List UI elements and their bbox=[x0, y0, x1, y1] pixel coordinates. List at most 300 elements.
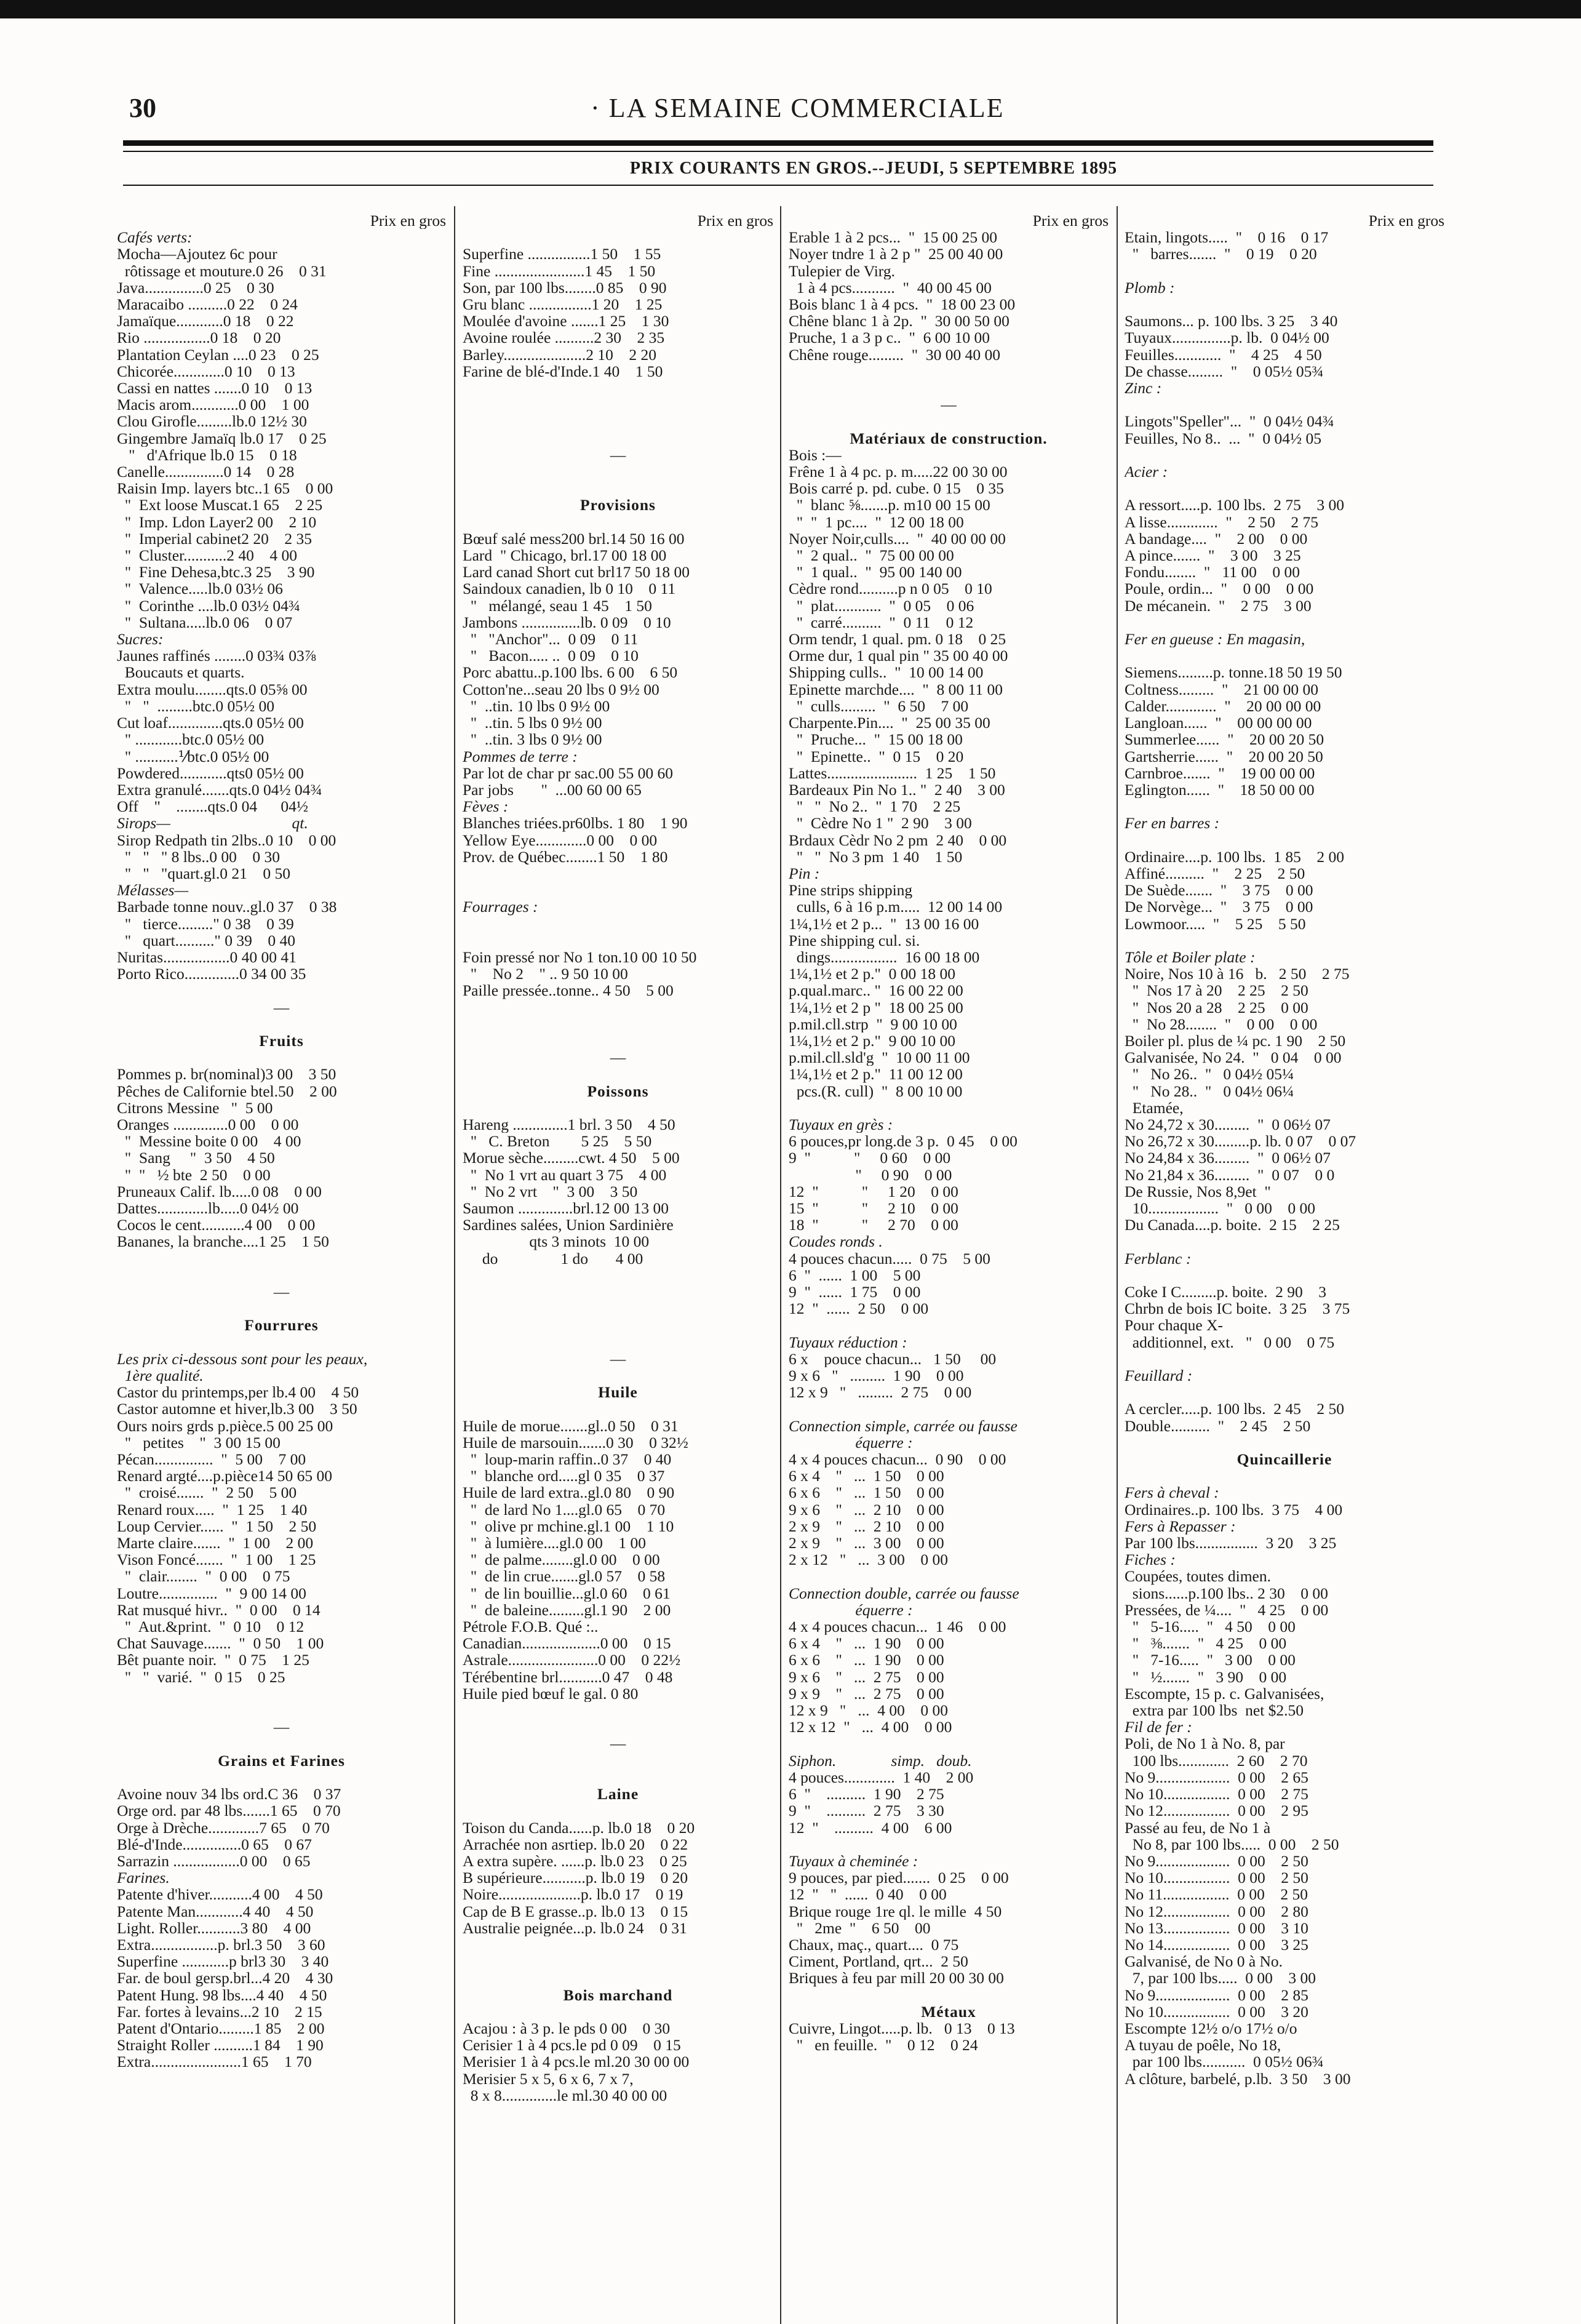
price-line: Pressées, de ¼.... " 4 25 0 00 bbox=[1125, 1601, 1329, 1619]
price-line: Connection simple, carrée ou fausse bbox=[789, 1417, 1017, 1434]
price-line: A tuyau de poêle, No 18, bbox=[1125, 2037, 1281, 2054]
price-line bbox=[117, 1769, 446, 1786]
price-line bbox=[463, 1032, 773, 1049]
price-line: 4 pouces chacun..... 0 75 5 00 bbox=[789, 1250, 990, 1267]
price-line: No 8, par 100 lbs..... 0 00 2 50 bbox=[1125, 1835, 1339, 1853]
price-line: No 10................. 0 00 3 20 bbox=[1125, 2003, 1308, 2020]
price-line: Rio .................0 18 0 20 bbox=[117, 329, 281, 346]
price-line: Langloan...... " 00 00 00 00 bbox=[1125, 714, 1312, 732]
price-line: Cafés verts: bbox=[117, 229, 193, 246]
price-line: " 7-16..... " 3 00 0 00 bbox=[1125, 1651, 1296, 1669]
price-line bbox=[463, 999, 773, 1016]
section-heading: Grains et Farines bbox=[218, 1752, 345, 1769]
price-line: " ..tin. 5 lbs 0 9½ 00 bbox=[463, 714, 602, 732]
price-line: équerre : bbox=[789, 1434, 913, 1452]
price-line: No 10................. 0 00 2 75 bbox=[1125, 1786, 1308, 1803]
price-line: Paille pressée..tonne.. 4 50 5 00 bbox=[463, 982, 674, 999]
price-column-1 bbox=[117, 212, 446, 2070]
price-line: Ordinaires..p. 100 lbs. 3 75 4 00 bbox=[1125, 1501, 1343, 1518]
price-line: No 24,72 x 30......... " 0 06½ 07 bbox=[1125, 1116, 1331, 1133]
price-line bbox=[1125, 1384, 1444, 1400]
price-line: Porc abattu..p.100 lbs. 6 00 6 50 bbox=[463, 664, 678, 681]
price-line: No 14................. 0 00 3 25 bbox=[1125, 1936, 1308, 1954]
price-line: Pétrole F.O.B. Qué :.. bbox=[463, 1618, 599, 1635]
price-line: p.qual.marc.. " 16 00 22 00 bbox=[789, 982, 963, 999]
price-line: Fil de fer : bbox=[1125, 1719, 1192, 1736]
section-heading: Métaux bbox=[921, 2003, 976, 2020]
price-line bbox=[1125, 932, 1444, 949]
price-line: Castor automne et hiver,lb.3 00 3 50 bbox=[117, 1400, 357, 1418]
price-line: 15 " " 2 10 0 00 bbox=[789, 1199, 958, 1217]
price-line: " clair........ " 0 00 0 75 bbox=[117, 1568, 290, 1585]
price-line: " Cluster...........2 40 4 00 bbox=[117, 547, 298, 564]
header-rule-thin bbox=[123, 151, 1433, 152]
column-divider bbox=[454, 206, 455, 2324]
price-line: Farine de blé-d'Inde.1 40 1 50 bbox=[463, 362, 663, 380]
price-line: Huile de lard extra..gl.0 80 0 90 bbox=[463, 1484, 675, 1501]
price-line: Gru blanc ................1 20 1 25 bbox=[463, 296, 663, 313]
price-line: — bbox=[610, 1350, 626, 1368]
price-line bbox=[463, 1066, 773, 1082]
price-line: Raisin Imp. layers btc..1 65 0 00 bbox=[117, 480, 333, 497]
price-line: Sirop Redpath tin 2lbs..0 10 0 00 bbox=[117, 831, 337, 849]
price-line: Les prix ci-dessous sont pour les peaux, bbox=[117, 1350, 368, 1368]
price-line bbox=[1125, 1233, 1444, 1250]
price-line bbox=[1125, 263, 1444, 279]
price-line: Clou Girofle.........lb.0 12½ 30 bbox=[117, 413, 307, 430]
price-line bbox=[1125, 296, 1444, 313]
price-line: Light. Roller...........3 80 4 00 bbox=[117, 1919, 311, 1936]
price-line: 4 x 4 pouces chacun... 1 46 0 00 bbox=[789, 1618, 1006, 1635]
price-line: Orge à Drèche.............7 65 0 70 bbox=[117, 1819, 330, 1836]
price-line: " de palme........gl.0 00 0 00 bbox=[463, 1551, 660, 1568]
price-line: Nuritas.................0 40 00 41 bbox=[117, 948, 297, 966]
price-line: Tuyaux...............p. lb. 0 04½ 00 bbox=[1125, 329, 1329, 346]
price-line: 6 " .......... 1 90 2 75 bbox=[789, 1786, 944, 1803]
price-line: " 1 qual.. " 95 00 140 00 bbox=[789, 564, 962, 581]
price-line: Renard roux..... " 1 25 1 40 bbox=[117, 1501, 308, 1518]
price-line: Tuyaux réduction : bbox=[789, 1333, 907, 1351]
price-line: Mocha—Ajoutez 6c pour bbox=[117, 246, 277, 263]
price-line: Tuyaux à cheminée : bbox=[789, 1852, 918, 1870]
price-line bbox=[463, 463, 773, 480]
price-line: Prix en gros bbox=[1032, 212, 1109, 230]
price-line: " Corinthe ....lb.0 03½ 04¾ bbox=[117, 597, 300, 614]
price-line bbox=[463, 1719, 773, 1735]
price-line: Fondu........ " 11 00 0 00 bbox=[1125, 564, 1300, 581]
price-line bbox=[1125, 798, 1444, 815]
price-line: " ...........⅟btc.0 05½ 00 bbox=[117, 748, 269, 765]
price-line: Dattes.............lb.....0 04½ 00 bbox=[117, 1199, 299, 1217]
price-line: Feuilles............ " 4 25 4 50 bbox=[1125, 346, 1322, 363]
price-line: Frêne 1 à 4 pc. p. m.....22 00 30 00 bbox=[789, 463, 1008, 481]
price-line: Avoine roulée ..........2 30 2 35 bbox=[463, 329, 665, 346]
price-line bbox=[117, 982, 446, 999]
price-line: Feuillard : bbox=[1125, 1367, 1193, 1384]
price-line: Bardeaux Pin No 1.. " 2 40 3 00 bbox=[789, 781, 1005, 799]
price-line: Loup Cervier...... " 1 50 2 50 bbox=[117, 1517, 317, 1535]
price-line: Pommes de terre : bbox=[463, 748, 578, 765]
price-line: Yellow Eye.............0 00 0 00 bbox=[463, 831, 658, 849]
price-line: Maracaibo ..........0 22 0 24 bbox=[117, 296, 298, 313]
price-line: Bêt puante noir. " 0 75 1 25 bbox=[117, 1651, 309, 1669]
price-line: Pour chaque X- bbox=[1125, 1317, 1224, 1334]
price-line bbox=[463, 932, 773, 949]
price-line: Moulée d'avoine .......1 25 1 30 bbox=[463, 313, 669, 330]
price-line bbox=[1125, 1434, 1444, 1451]
price-line: Noyer Noir,culls.... " 40 00 00 00 bbox=[789, 530, 1006, 548]
section-heading: Quincaillerie bbox=[1237, 1451, 1332, 1468]
price-line: " Aut.&print. " 0 10 0 12 bbox=[117, 1618, 305, 1635]
price-line: De Suède....... " 3 75 0 00 bbox=[1125, 882, 1313, 899]
price-line: A ressort.....p. 100 lbs. 2 75 3 00 bbox=[1125, 497, 1344, 514]
price-line: Acier : bbox=[1125, 463, 1168, 481]
price-line: Arrachée non asrtiep. lb.0 20 0 22 bbox=[463, 1835, 688, 1853]
price-line bbox=[463, 1100, 773, 1116]
price-line: 18 " " 2 70 0 00 bbox=[789, 1216, 958, 1234]
price-line: 1¼,1½ et 2 p... " 13 00 16 00 bbox=[789, 915, 979, 932]
price-line: 4 x 4 pouces chacun... 0 90 0 00 bbox=[789, 1451, 1006, 1468]
price-line: " "Anchor"... 0 09 0 11 bbox=[463, 631, 639, 648]
price-line: Cèdre rond..........p n 0 05 0 10 bbox=[789, 580, 992, 597]
price-line: Oranges ..............0 00 0 00 bbox=[117, 1116, 299, 1133]
price-line bbox=[463, 865, 773, 882]
price-line: Par lot de char pr sac.00 55 00 60 bbox=[463, 764, 674, 781]
price-line: Canadian....................0 00 0 15 bbox=[463, 1635, 671, 1652]
price-line: " " varié. " 0 15 0 25 bbox=[117, 1668, 285, 1685]
price-line: " ..tin. 3 lbs 0 9½ 00 bbox=[463, 731, 602, 748]
price-line: Zinc : bbox=[1125, 380, 1162, 397]
price-line: De Russie, Nos 8,9et " bbox=[1125, 1183, 1271, 1200]
section-heading: Bois marchand bbox=[563, 1986, 673, 2003]
price-line: dings................. 16 00 18 00 bbox=[789, 948, 980, 966]
price-line: sions......p.100 lbs.. 2 30 0 00 bbox=[1125, 1584, 1328, 1602]
price-line: Sucres: bbox=[117, 631, 164, 648]
price-line bbox=[1125, 832, 1444, 849]
price-line: Bois carré p. pd. cube. 0 15 0 35 bbox=[789, 480, 1004, 497]
price-line: Tôle et Boiler plate : bbox=[1125, 948, 1256, 966]
price-line: " culls......... " 6 50 7 00 bbox=[789, 697, 969, 715]
price-line: — bbox=[610, 1735, 626, 1752]
price-line: Fiches : bbox=[1125, 1551, 1176, 1568]
price-line: — bbox=[610, 446, 626, 464]
price-line: Pin : bbox=[789, 865, 820, 882]
subtitle-rule bbox=[123, 185, 1433, 186]
price-line: Chrbn de bois IC boite. 3 25 3 75 bbox=[1125, 1300, 1350, 1317]
price-line: 9 x 6 " ... 2 10 0 00 bbox=[789, 1501, 944, 1518]
price-line: Plantation Ceylan ....0 23 0 25 bbox=[117, 346, 319, 363]
price-line: Extra.................p. brl.3 50 3 60 bbox=[117, 1936, 325, 1954]
price-line: " à lumière....gl.0 00 1 00 bbox=[463, 1535, 646, 1552]
price-line: Coltness......... " 21 00 00 00 bbox=[1125, 681, 1319, 698]
price-line: Extra.......................1 65 1 70 bbox=[117, 2053, 312, 2070]
price-line: Boiler pl. plus de ¼ pc. 1 90 2 50 bbox=[1125, 1032, 1346, 1050]
price-line: Escompte, 15 p. c. Galvanisées, bbox=[1125, 1685, 1324, 1703]
price-line: No 10................. 0 00 2 50 bbox=[1125, 1869, 1308, 1887]
price-line: " No 28........ " 0 00 0 00 bbox=[1125, 1015, 1318, 1032]
price-line: Escompte 12½ o/o 17½ o/o bbox=[1125, 2019, 1297, 2037]
price-line: Jaunes raffinés ........0 03¾ 03⅞ bbox=[117, 647, 316, 665]
price-line: " ½....... " 3 90 0 00 bbox=[1125, 1668, 1287, 1685]
price-line bbox=[463, 514, 773, 530]
price-line: Noyer tndre 1 à 2 p " 25 00 40 00 bbox=[789, 246, 1003, 263]
price-line: Epinette marchde.... " 8 00 11 00 bbox=[789, 681, 1003, 698]
price-line: par 100 lbs........... 0 05½ 06¾ bbox=[1125, 2053, 1324, 2070]
price-line: — bbox=[610, 1049, 626, 1066]
price-line: A extra supère. ......p. lb.0 23 0 25 bbox=[463, 1852, 687, 1870]
price-line bbox=[117, 1250, 446, 1267]
price-line: Plomb : bbox=[1125, 279, 1175, 297]
price-line bbox=[463, 1284, 773, 1300]
price-line: A clôture, barbelé, p.lb. 3 50 3 00 bbox=[1125, 2070, 1351, 2087]
section-heading: Matériaux de construction. bbox=[850, 429, 1048, 447]
price-line bbox=[463, 916, 773, 932]
price-line bbox=[789, 1317, 1109, 1333]
price-line bbox=[789, 1400, 1109, 1417]
price-line bbox=[463, 1317, 773, 1333]
price-line: Pruche, 1 a 3 p c.. " 6 00 10 00 bbox=[789, 329, 990, 346]
price-line: Sarrazin .................0 00 0 65 bbox=[117, 1852, 311, 1870]
price-line: " " " 8 lbs..0 00 0 30 bbox=[117, 848, 280, 865]
price-line: Renard argté....p.pièce14 50 65 00 bbox=[117, 1467, 333, 1485]
section-heading: Poissons bbox=[587, 1082, 649, 1100]
price-line: Patent d'Ontario.........1 85 2 00 bbox=[117, 2019, 325, 2037]
price-line: No 24,84 x 36......... " 0 06½ 07 bbox=[1125, 1149, 1331, 1167]
price-line: Powdered............qts0 05½ 00 bbox=[117, 764, 304, 781]
price-line bbox=[789, 413, 1109, 429]
price-line: " Valence.....lb.0 03½ 06 bbox=[117, 580, 283, 597]
price-line: Lard canad Short cut brl17 50 18 00 bbox=[463, 564, 690, 581]
price-line: Fine .......................1 45 1 50 bbox=[463, 262, 656, 279]
price-line: 12 " ...... 2 50 0 00 bbox=[789, 1300, 929, 1317]
price-line: " Messine boite 0 00 4 00 bbox=[117, 1133, 301, 1150]
price-line: " " 1 pc.... " 12 00 18 00 bbox=[789, 513, 964, 530]
price-line: A bandage.... " 2 00 0 00 bbox=[1125, 530, 1308, 548]
price-line: " blanche ord.....gl 0 35 0 37 bbox=[463, 1467, 665, 1485]
price-line: Astrale.......................0 00 0 22½ bbox=[463, 1651, 681, 1669]
price-line bbox=[463, 1802, 773, 1819]
price-line bbox=[463, 1702, 773, 1719]
price-line: Rat musqué hivr.. " 0 00 0 14 bbox=[117, 1601, 321, 1619]
price-line: Fers à Repasser : bbox=[1125, 1517, 1236, 1535]
price-line: " tierce........." 0 38 0 39 bbox=[117, 915, 294, 932]
price-line: Saindoux canadien, lb 0 10 0 11 bbox=[463, 580, 676, 597]
price-line: p.mil.cll.sld'g " 10 00 11 00 bbox=[789, 1049, 970, 1066]
price-line: Etamée, bbox=[1125, 1099, 1184, 1116]
price-line: Poli, de No 1 à No. 8, par bbox=[1125, 1735, 1285, 1752]
price-line: " " "quart.gl.0 21 0 50 bbox=[117, 865, 290, 882]
price-line: 9 " ...... 1 75 0 00 bbox=[789, 1284, 921, 1301]
price-line: Huile pied bœuf le gal. 0 80 bbox=[463, 1685, 639, 1703]
price-line: Porto Rico..............0 34 00 35 bbox=[117, 965, 306, 983]
price-column-2 bbox=[463, 212, 773, 2104]
price-line: Chat Sauvage....... " 0 50 1 00 bbox=[117, 1635, 324, 1652]
price-line: Boucauts et quarts. bbox=[117, 664, 245, 681]
price-line: Orme dur, 1 qual pin " 35 00 40 00 bbox=[789, 647, 1008, 665]
price-line bbox=[117, 1735, 446, 1752]
price-line bbox=[1125, 1351, 1444, 1367]
price-line: 6 x pouce chacun... 1 50 00 bbox=[789, 1350, 997, 1368]
price-line: 1¼,1½ et 2 p." 11 00 12 00 bbox=[789, 1066, 963, 1083]
price-line: De mécanein. " 2 75 3 00 bbox=[1125, 597, 1312, 614]
price-line: Coudes ronds . bbox=[789, 1233, 883, 1250]
price-line: Lowmoor..... " 5 25 5 50 bbox=[1125, 915, 1306, 932]
section-heading: Laine bbox=[597, 1786, 639, 1803]
price-line bbox=[1125, 1467, 1444, 1484]
price-line: 1¼,1½ et 2 p." 0 00 18 00 bbox=[789, 965, 956, 983]
price-line bbox=[789, 380, 1109, 396]
price-line: équerre : bbox=[789, 1601, 913, 1619]
price-line: " Pruche... " 15 00 18 00 bbox=[789, 731, 963, 748]
price-line bbox=[789, 1100, 1109, 1116]
price-line: 2 x 12 " ... 3 00 0 00 bbox=[789, 1551, 949, 1568]
price-line: A pince....... " 3 00 3 25 bbox=[1125, 547, 1301, 564]
price-line: Chaux, maç., quart.... 0 75 bbox=[789, 1936, 959, 1954]
price-line: " Ext loose Muscat.1 65 2 25 bbox=[117, 497, 323, 514]
price-line: " ⅜....... " 4 25 0 00 bbox=[1125, 1635, 1287, 1652]
price-line: 2 x 9 " ... 3 00 0 00 bbox=[789, 1535, 944, 1552]
price-line: " " ½ bte 2 50 0 00 bbox=[117, 1166, 271, 1183]
price-line: No 11................. 0 00 2 50 bbox=[1125, 1886, 1308, 1903]
price-line: " de lin crue.......gl.0 57 0 58 bbox=[463, 1568, 666, 1585]
price-line: — bbox=[273, 1284, 290, 1301]
page-number: 30 bbox=[129, 93, 156, 123]
price-line: " ............btc.0 05½ 00 bbox=[117, 731, 265, 748]
price-line: B supérieure...........p. lb.0 19 0 20 bbox=[463, 1869, 688, 1887]
price-line: Galvanisée, No 24. " 0 04 0 00 bbox=[1125, 1049, 1342, 1066]
price-line: " petites " 3 00 15 00 bbox=[117, 1434, 281, 1452]
price-line: Merisier 1 à 4 pcs.le ml.20 30 00 00 bbox=[463, 2053, 690, 2070]
price-line: Marte claire....... " 1 00 2 00 bbox=[117, 1535, 314, 1552]
price-line: Cut loaf..............qts.0 05½ 00 bbox=[117, 714, 304, 732]
price-line: A lisse............. " 2 50 2 75 bbox=[1125, 513, 1319, 530]
price-line: Coke I C.........p. boite. 2 90 3 bbox=[1125, 1284, 1326, 1301]
price-line: Feuilles, No 8.. ... " 0 04½ 05 bbox=[1125, 429, 1321, 447]
price-line: Jamaïque............0 18 0 22 bbox=[117, 313, 294, 330]
price-line: Canelle...............0 14 0 28 bbox=[117, 463, 295, 481]
price-line: Erable 1 à 2 pcs... " 15 00 25 00 bbox=[789, 229, 998, 246]
price-line: Huile de morue.......gl..0 50 0 31 bbox=[463, 1417, 679, 1434]
price-line: — bbox=[273, 999, 290, 1016]
price-line: " " No 3 pm 1 40 1 50 bbox=[789, 848, 963, 865]
price-line: 12 " " ...... 0 40 0 00 bbox=[789, 1886, 947, 1903]
price-line: " No 2 " .. 9 50 10 00 bbox=[463, 965, 628, 983]
price-line bbox=[463, 1970, 773, 1986]
price-line: qts 3 minots 10 00 bbox=[463, 1233, 650, 1250]
price-line: " plat............ " 0 05 0 06 bbox=[789, 597, 974, 614]
price-line: 12 x 9 " ... 4 00 0 00 bbox=[789, 1702, 949, 1719]
price-line: Connection double, carrée ou fausse bbox=[789, 1584, 1019, 1602]
price-line bbox=[463, 396, 773, 413]
price-line: Sirops— qt. bbox=[117, 815, 308, 832]
price-line: " loup-marin raffin..0 37 0 40 bbox=[463, 1451, 672, 1468]
price-line: Jambons ...............lb. 0 09 0 10 bbox=[463, 613, 671, 631]
price-line bbox=[789, 1836, 1109, 1853]
price-line: Australie peignée...p. lb.0 24 0 31 bbox=[463, 1919, 687, 1936]
price-line: p.mil.cll.strp " 9 00 10 00 bbox=[789, 1015, 957, 1032]
price-line: " croisé....... " 2 50 5 00 bbox=[117, 1484, 297, 1501]
price-line bbox=[463, 1752, 773, 1769]
price-line: " de lin bouillie...gl.0 60 0 61 bbox=[463, 1584, 671, 1602]
price-line: Pine strips shipping bbox=[789, 882, 913, 899]
price-line: " Imp. Ldon Layer2 00 2 10 bbox=[117, 513, 317, 530]
price-line: " quart.........." 0 39 0 40 bbox=[117, 932, 295, 949]
price-line: " carré.......... " 0 11 0 12 bbox=[789, 613, 974, 631]
price-line: " Fine Dehesa,btc.3 25 3 90 bbox=[117, 564, 315, 581]
price-line: Patent Hung. 98 lbs....4 40 4 50 bbox=[117, 1986, 327, 2003]
price-line: Acajou : à 3 p. le pds 0 00 0 30 bbox=[463, 2019, 671, 2037]
price-line: Superfine ................1 50 1 55 bbox=[463, 246, 661, 263]
price-line: do 1 do 4 00 bbox=[463, 1250, 643, 1267]
price-line: Ordinaire....p. 100 lbs. 1 85 2 00 bbox=[1125, 848, 1344, 865]
price-line: Fèves : bbox=[463, 798, 509, 815]
price-line: " en feuille. " 0 12 0 24 bbox=[789, 2037, 978, 2054]
price-line: Prix en gros bbox=[1368, 212, 1444, 230]
price-line bbox=[789, 1568, 1109, 1584]
price-line bbox=[463, 1769, 773, 1786]
price-line: 1¼,1½ et 2 p." 9 00 10 00 bbox=[789, 1032, 956, 1050]
price-line bbox=[463, 380, 773, 396]
price-line: " olive pr mchine.gl.1 00 1 10 bbox=[463, 1517, 674, 1535]
price-line: Hareng ..............1 brl. 3 50 4 50 bbox=[463, 1116, 675, 1133]
price-line: 6 x 4 " ... 1 50 0 00 bbox=[789, 1467, 944, 1485]
price-line: — bbox=[941, 396, 957, 413]
price-line: Fers à cheval : bbox=[1125, 1484, 1219, 1501]
price-line bbox=[463, 1367, 773, 1384]
price-line: " Nos 17 à 20 2 25 2 50 bbox=[1125, 982, 1308, 999]
price-line: Du Canada....p. boite. 2 15 2 25 bbox=[1125, 1216, 1340, 1234]
price-line: Noire.....................p. lb.0 17 0 19 bbox=[463, 1886, 683, 1903]
price-line: 1¼,1½ et 2 p " 18 00 25 00 bbox=[789, 999, 963, 1016]
price-line: Morue sèche.........cwt. 4 50 5 00 bbox=[463, 1149, 680, 1167]
price-line: Cotton'ne...seau 20 lbs 0 9½ 00 bbox=[463, 681, 659, 698]
price-line bbox=[463, 229, 773, 246]
price-line: Java...............0 25 0 30 bbox=[117, 279, 274, 297]
price-line: " mélangé, seau 1 45 1 50 bbox=[463, 597, 652, 614]
price-line: Bois :— bbox=[789, 446, 842, 464]
price-line: Siphon. simp. doub. bbox=[789, 1752, 972, 1769]
price-line: " Bacon..... .. 0 09 0 10 bbox=[463, 647, 639, 665]
price-line bbox=[463, 1334, 773, 1351]
price-line: Bœuf salé mess200 brl.14 50 16 00 bbox=[463, 530, 685, 548]
price-line: Barley.....................2 10 2 20 bbox=[463, 346, 656, 363]
price-line: Gingembre Jamaïq lb.0 17 0 25 bbox=[117, 429, 327, 447]
price-line: Cap de B E grasse..p. lb.0 13 0 15 bbox=[463, 1903, 688, 1920]
price-line: 9 pouces, par pied....... 0 25 0 00 bbox=[789, 1869, 1009, 1887]
price-line: Toison du Canda......p. lb.0 18 0 20 bbox=[463, 1819, 695, 1836]
price-line: Chicorée.............0 10 0 13 bbox=[117, 362, 295, 380]
price-line: 2 x 9 " ... 2 10 0 00 bbox=[789, 1517, 944, 1535]
price-column-4 bbox=[1125, 212, 1444, 2087]
price-line: 1 à 4 pcs........... " 40 00 45 00 bbox=[789, 279, 992, 297]
price-line: Calder............. " 20 00 00 00 bbox=[1125, 697, 1321, 715]
price-line: Fourrages : bbox=[463, 898, 538, 916]
price-line: No 9................... 0 00 2 85 bbox=[1125, 1986, 1308, 2003]
price-line: Passé au feu, de No 1 à bbox=[1125, 1819, 1271, 1836]
price-line: Eglington...... " 18 50 00 00 bbox=[1125, 781, 1315, 799]
price-line: 6 x 6 " ... 1 50 0 00 bbox=[789, 1484, 944, 1501]
section-heading: Provisions bbox=[580, 497, 656, 514]
price-line: Lattes....................... 1 25 1 50 bbox=[789, 764, 996, 781]
price-line: No 9................... 0 00 2 50 bbox=[1125, 1852, 1308, 1870]
section-heading: Fruits bbox=[259, 1032, 304, 1050]
price-line: Bois blanc 1 à 4 pcs. " 18 00 23 00 bbox=[789, 296, 1016, 313]
price-line: Straight Roller ..........1 84 1 90 bbox=[117, 2037, 324, 2054]
price-line: Merisier 5 x 5, 6 x 6, 7 x 7, bbox=[463, 2070, 634, 2087]
price-line: Son, par 100 lbs........0 85 0 90 bbox=[463, 279, 667, 297]
price-line: 9 x 9 " ... 2 75 0 00 bbox=[789, 1685, 944, 1703]
price-line bbox=[789, 1735, 1109, 1752]
